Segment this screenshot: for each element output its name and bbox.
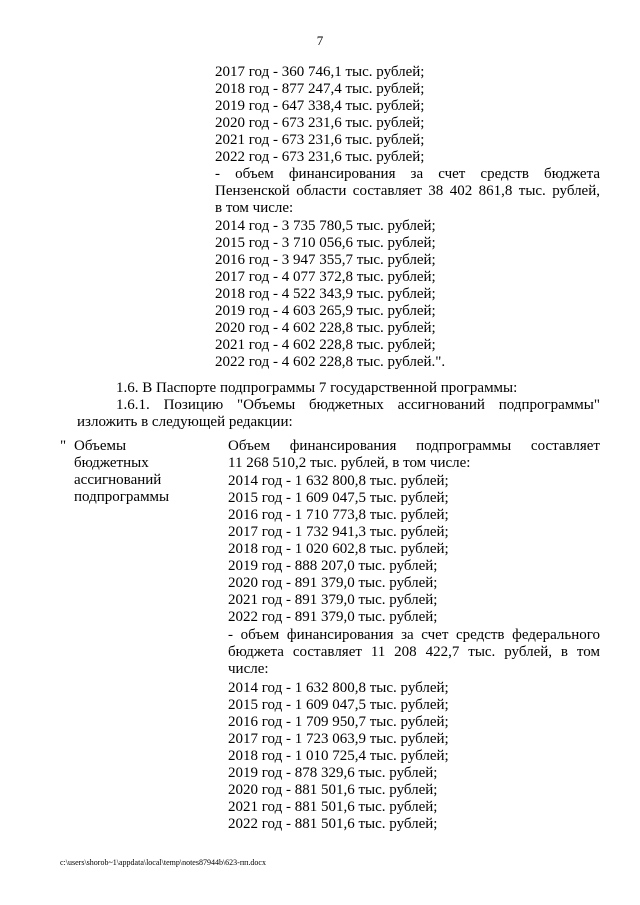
regional-funding-paragraph	[215, 166, 600, 217]
list-item: 2015 год - 3 710 056,6 тыс. рублей;	[215, 235, 436, 251]
list-item: 2019 год - 888 207,0 тыс. рублей;	[228, 558, 438, 574]
label-line: бюджетных	[74, 455, 149, 471]
paragraph-line: бюджета составляет 11 208 422,7 тыс. рублей, в том	[228, 644, 600, 660]
paragraph-line: - объем финансирования за счет средств федерального	[228, 627, 600, 643]
list-item: 2021 год - 673 231,6 тыс. рублей;	[215, 132, 425, 148]
list-item: 2016 год - 1 710 773,8 тыс. рублей;	[228, 507, 449, 523]
list-item: 2018 год - 1 020 602,8 тыс. рублей;	[228, 541, 449, 557]
list-item: 2014 год - 1 632 800,8 тыс. рублей;	[228, 680, 449, 696]
list-item: 2018 год - 877 247,4 тыс. рублей;	[215, 81, 425, 97]
list-item: 2014 год - 3 735 780,5 тыс. рублей;	[215, 218, 436, 234]
total-funding-paragraph	[228, 438, 600, 472]
section-heading: 1.6. В Паспорте подпрограммы 7 государственной программы:	[116, 380, 518, 396]
list-item: 2019 год - 4 603 265,9 тыс. рублей;	[215, 303, 436, 319]
list-item: 2022 год - 673 231,6 тыс. рублей;	[215, 149, 425, 165]
list-item: 2015 год - 1 609 047,5 тыс. рублей;	[228, 697, 449, 713]
list-item: 2017 год - 1 723 063,9 тыс. рублей;	[228, 731, 449, 747]
list-item: 2021 год - 891 379,0 тыс. рублей;	[228, 592, 438, 608]
list-item: 2019 год - 647 338,4 тыс. рублей;	[215, 98, 425, 114]
list-item: 2015 год - 1 609 047,5 тыс. рублей;	[228, 490, 449, 506]
paragraph-line: 11 268 510,2 тыс. рублей, в том числе:	[228, 455, 471, 471]
label-line: подпрограммы	[74, 489, 170, 505]
list-item: 2018 год - 1 010 725,4 тыс. рублей;	[228, 748, 449, 764]
open-quote: "	[60, 438, 67, 454]
paragraph-line: 1.6.1. Позицию "Объемы бюджетных ассигнований подпрограммы"	[116, 397, 600, 413]
paragraph-line: Пензенской области составляет 38 402 861,8 тыс. рублей,	[215, 183, 600, 199]
list-item: 2014 год - 1 632 800,8 тыс. рублей;	[228, 473, 449, 489]
label-line: Объемы	[74, 438, 127, 454]
paragraph-line: числе:	[228, 661, 269, 677]
list-item: 2019 год - 878 329,6 тыс. рублей;	[228, 765, 438, 781]
federal-funding-paragraph	[228, 627, 600, 678]
list-item: 2017 год - 360 746,1 тыс. рублей;	[215, 64, 425, 80]
list-item: 2016 год - 3 947 355,7 тыс. рублей;	[215, 252, 436, 268]
table-label	[74, 438, 169, 506]
list-item: 2022 год - 4 602 228,8 тыс. рублей.".	[215, 354, 446, 370]
list-item: 2016 год - 1 709 950,7 тыс. рублей;	[228, 714, 449, 730]
list-item: 2020 год - 4 602 228,8 тыс. рублей;	[215, 320, 436, 336]
page-number: 7	[316, 33, 324, 48]
paragraph-line: - объем финансирования за счет средств бюджета	[215, 166, 600, 182]
list-item: 2021 год - 4 602 228,8 тыс. рублей;	[215, 337, 436, 353]
list-item: 2022 год - 891 379,0 тыс. рублей;	[228, 609, 438, 625]
list-item: 2021 год - 881 501,6 тыс. рублей;	[228, 799, 438, 815]
section-paragraph	[116, 397, 600, 414]
list-item: 2018 год - 4 522 343,9 тыс. рублей;	[215, 286, 436, 302]
paragraph-line: Объем финансирования подпрограммы составляет	[228, 438, 600, 454]
list-item: 2017 год - 1 732 941,3 тыс. рублей;	[228, 524, 449, 540]
list-item: 2022 год - 881 501,6 тыс. рублей;	[228, 816, 438, 832]
paragraph-line: в том числе:	[215, 200, 294, 216]
list-item: 2020 год - 891 379,0 тыс. рублей;	[228, 575, 438, 591]
paragraph-line: изложить в следующей редакции:	[77, 414, 293, 430]
label-line: ассигнований	[74, 472, 162, 488]
list-item: 2020 год - 673 231,6 тыс. рублей;	[215, 115, 425, 131]
list-item: 2017 год - 4 077 372,8 тыс. рублей;	[215, 269, 436, 285]
footer-file-path: c:\users\shorob~1\appdata\local\temp\notes87944b\623-пп.docx	[60, 858, 266, 867]
list-item: 2020 год - 881 501,6 тыс. рублей;	[228, 782, 438, 798]
